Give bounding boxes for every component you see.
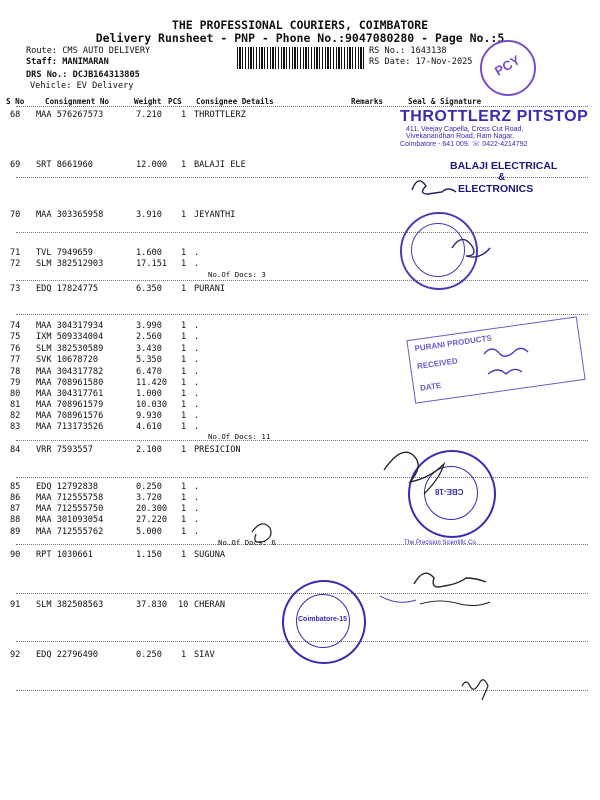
row-weight: 20.300 <box>136 504 168 514</box>
row-consignment-no: MAA 708961580 <box>36 378 104 388</box>
row-consignee: PURANI <box>194 284 226 294</box>
row-consignee: . <box>194 378 200 388</box>
row-sno: 90 <box>10 550 21 560</box>
row-consignee: BALAJI ELE <box>194 160 246 170</box>
throttlerz-address: Coimbatore - 641 009. ☏ 0422-4214792 <box>400 141 528 148</box>
row-sno: 76 <box>10 344 21 354</box>
doc-count-note: No.Of Docs: 6 <box>218 538 276 547</box>
row-pcs: 1 <box>181 515 187 525</box>
row-pcs: 1 <box>181 389 187 399</box>
row-weight: 3.720 <box>136 493 162 503</box>
row-pcs: 1 <box>181 367 187 377</box>
row-pcs: 1 <box>181 411 187 421</box>
row-consignee: PRESICION <box>194 445 241 455</box>
row-consignee: . <box>194 400 200 410</box>
row-consignment-no: MAA 304317782 <box>36 367 104 377</box>
balaji-stamp-line2: & <box>498 172 506 183</box>
row-weight: 4.610 <box>136 422 162 432</box>
row-weight: 2.560 <box>136 332 162 342</box>
row-weight: 5.350 <box>136 355 162 365</box>
route: Route: CMS AUTO DELIVERY <box>26 46 151 56</box>
row-pcs: 1 <box>181 400 187 410</box>
row-sno: 89 <box>10 527 21 537</box>
row-weight: 6.350 <box>136 284 162 294</box>
drs-number: DRS No.: DCJB164313805 <box>26 70 140 80</box>
row-consignment-no: MAA 708961576 <box>36 411 104 421</box>
row-pcs: 1 <box>181 355 187 365</box>
rs-number: RS No.: 1643138 <box>369 46 447 56</box>
row-pcs: 1 <box>181 550 187 560</box>
row-weight: 37.830 <box>136 600 168 610</box>
row-consignee: . <box>194 321 200 331</box>
row-consignment-no: SLM 382512903 <box>36 259 104 269</box>
row-consignee: . <box>194 389 200 399</box>
row-sno: 71 <box>10 248 21 258</box>
row-sno: 69 <box>10 160 21 170</box>
row-weight: 3.910 <box>136 210 162 220</box>
signature <box>484 348 528 356</box>
row-consignment-no: TVL 7949659 <box>36 248 93 258</box>
staff: Staff: MANIMARAN <box>26 57 109 67</box>
row-consignment-no: SLM 382530589 <box>36 344 104 354</box>
row-sno: 74 <box>10 321 21 331</box>
precision-seal-text: The Precision Scientific Co. <box>404 540 478 546</box>
col-consignment: Consignment No <box>45 97 110 106</box>
row-consignee: . <box>194 411 200 421</box>
row-pcs: 1 <box>181 493 187 503</box>
row-consignment-no: MAA 304317934 <box>36 321 104 331</box>
row-consignee: SUGUNA <box>194 550 226 560</box>
throttlerz-address: 411, Veejay Capella, Cross Cut Road, <box>406 126 524 133</box>
row-pcs: 1 <box>181 445 187 455</box>
row-sno: 86 <box>10 493 21 503</box>
row-pcs: 10 <box>178 600 189 610</box>
row-consignee: . <box>194 482 200 492</box>
balaji-stamp-line1: BALAJI ELECTRICAL <box>450 160 558 172</box>
row-weight: 1.000 <box>136 389 162 399</box>
col-pcs: PCS <box>168 97 182 106</box>
row-consignee: . <box>194 515 200 525</box>
row-weight: 1.150 <box>136 550 162 560</box>
row-consignment-no: MAA 712555762 <box>36 527 104 537</box>
vehicle: Vehicle: EV Delivery <box>30 81 134 91</box>
row-sno: 73 <box>10 284 21 294</box>
row-consignee: THROTTLERZ <box>194 110 246 120</box>
row-consignment-no: SLM 382508563 <box>36 600 104 610</box>
col-weight: Weight <box>134 97 162 106</box>
signature <box>488 369 522 374</box>
balaji-stamp-line3: ELECTRONICS <box>458 183 534 195</box>
row-weight: 12.000 <box>136 160 168 170</box>
row-pcs: 1 <box>181 482 187 492</box>
row-consignee: JEYANTHI <box>194 210 236 220</box>
row-weight: 1.600 <box>136 248 162 258</box>
col-sno: S No <box>6 97 25 106</box>
row-weight: 6.470 <box>136 367 162 377</box>
signature <box>420 601 490 606</box>
row-consignment-no: SRT 8661960 <box>36 160 93 170</box>
row-consignment-no: EDQ 22796490 <box>36 650 99 660</box>
row-weight: 2.100 <box>136 445 162 455</box>
row-pcs: 1 <box>181 422 187 432</box>
row-pcs: 1 <box>181 650 187 660</box>
purani-received-label: RECEIVED <box>416 356 459 371</box>
row-consignee: . <box>194 422 200 432</box>
row-weight: 9.930 <box>136 411 162 421</box>
row-sno: 72 <box>10 259 21 269</box>
row-pcs: 1 <box>181 344 187 354</box>
signature <box>252 524 271 543</box>
row-sno: 92 <box>10 650 21 660</box>
purani-date-label: DATE <box>419 380 442 393</box>
row-pcs: 1 <box>181 210 187 220</box>
maruthi-seal-city: Coimbatore-15 <box>298 616 348 623</box>
row-pcs: 1 <box>181 284 187 294</box>
row-sno: 87 <box>10 504 21 514</box>
row-sno: 79 <box>10 378 21 388</box>
row-consignee: . <box>194 259 200 269</box>
row-consignment-no: MAA 708961579 <box>36 400 104 410</box>
row-sno: 77 <box>10 355 21 365</box>
row-pcs: 1 <box>181 160 187 170</box>
row-consignment-no: MAA 301093054 <box>36 515 104 525</box>
row-consignment-no: EDQ 17824775 <box>36 284 99 294</box>
row-weight: 5.000 <box>136 527 162 537</box>
signature <box>462 680 488 700</box>
row-consignee: CHERAN <box>194 600 226 610</box>
row-pcs: 1 <box>181 332 187 342</box>
row-weight: 0.250 <box>136 650 162 660</box>
signature <box>384 452 444 494</box>
row-sno: 88 <box>10 515 21 525</box>
doc-count-note: No.Of Docs: 3 <box>208 270 266 279</box>
row-sno: 80 <box>10 389 21 399</box>
row-weight: 11.420 <box>136 378 168 388</box>
row-weight: 17.151 <box>136 259 168 269</box>
row-weight: 3.990 <box>136 321 162 331</box>
row-consignee: . <box>194 332 200 342</box>
row-sno: 68 <box>10 110 21 120</box>
doc-count-note: No.Of Docs: 11 <box>208 432 271 441</box>
col-seal-signature: Seal & Signature <box>408 97 482 106</box>
row-sno: 78 <box>10 367 21 377</box>
row-weight: 3.430 <box>136 344 162 354</box>
row-sno: 81 <box>10 400 21 410</box>
row-consignee: SIAV <box>194 650 215 660</box>
row-sno: 75 <box>10 332 21 342</box>
row-consignee: . <box>194 493 200 503</box>
row-consignment-no: VRR 7593557 <box>36 445 93 455</box>
signature <box>452 239 490 257</box>
row-sno: 84 <box>10 445 21 455</box>
row-weight: 0.250 <box>136 482 162 492</box>
row-consignment-no: MAA 713173526 <box>36 422 104 432</box>
row-consignee: . <box>194 504 200 514</box>
row-consignment-no: SVK 10678720 <box>36 355 99 365</box>
col-consignee: Consignee Details <box>196 97 274 106</box>
row-consignment-no: MAA 303365958 <box>36 210 104 220</box>
row-pcs: 1 <box>181 504 187 514</box>
throttlerz-address: Vivekanandhan Road, Ram Nagar, <box>406 133 515 140</box>
row-consignment-no: IXM 509334004 <box>36 332 104 342</box>
row-consignment-no: RPT 1030661 <box>36 550 93 560</box>
row-sno: 83 <box>10 422 21 432</box>
row-consignee: . <box>194 248 200 258</box>
company-title: THE PROFESSIONAL COURIERS, COIMBATORE <box>171 18 429 32</box>
row-consignment-no: MAA 304317761 <box>36 389 104 399</box>
row-pcs: 1 <box>181 378 187 388</box>
row-consignee: . <box>194 527 200 537</box>
row-pcs: 1 <box>181 248 187 258</box>
row-consignee: . <box>194 355 200 365</box>
row-pcs: 1 <box>181 110 187 120</box>
rs-date: RS Date: 17-Nov-2025 <box>369 57 473 67</box>
runsheet-subtitle: Delivery Runsheet - PNP - Phone No.:9047080280 - Page No.:5 <box>95 31 505 45</box>
row-pcs: 1 <box>181 527 187 537</box>
pcy-seal-text: PCY <box>492 52 523 79</box>
row-consignment-no: MAA 712555758 <box>36 493 104 503</box>
signature <box>380 596 416 602</box>
row-weight: 7.210 <box>136 110 162 120</box>
row-sno: 85 <box>10 482 21 492</box>
col-remarks: Remarks <box>351 97 384 106</box>
throttlerz-name: THROTTLERZ PITSTOP <box>400 108 589 125</box>
row-weight: 10.030 <box>136 400 168 410</box>
row-consignment-no: EDQ 12792838 <box>36 482 99 492</box>
row-weight: 27.220 <box>136 515 168 525</box>
row-pcs: 1 <box>181 321 187 331</box>
row-consignment-no: MAA 576267573 <box>36 110 104 120</box>
row-sno: 82 <box>10 411 21 421</box>
row-sno: 91 <box>10 600 21 610</box>
row-consignee: . <box>194 344 200 354</box>
row-sno: 70 <box>10 210 21 220</box>
signature <box>414 573 486 587</box>
signature <box>412 181 456 194</box>
row-pcs: 1 <box>181 259 187 269</box>
purani-stamp-name: PURANI PRODUCTS <box>414 333 493 354</box>
precision-seal-code: CBE-18 <box>435 487 464 496</box>
row-consignee: . <box>194 367 200 377</box>
row-consignment-no: MAA 712555750 <box>36 504 104 514</box>
